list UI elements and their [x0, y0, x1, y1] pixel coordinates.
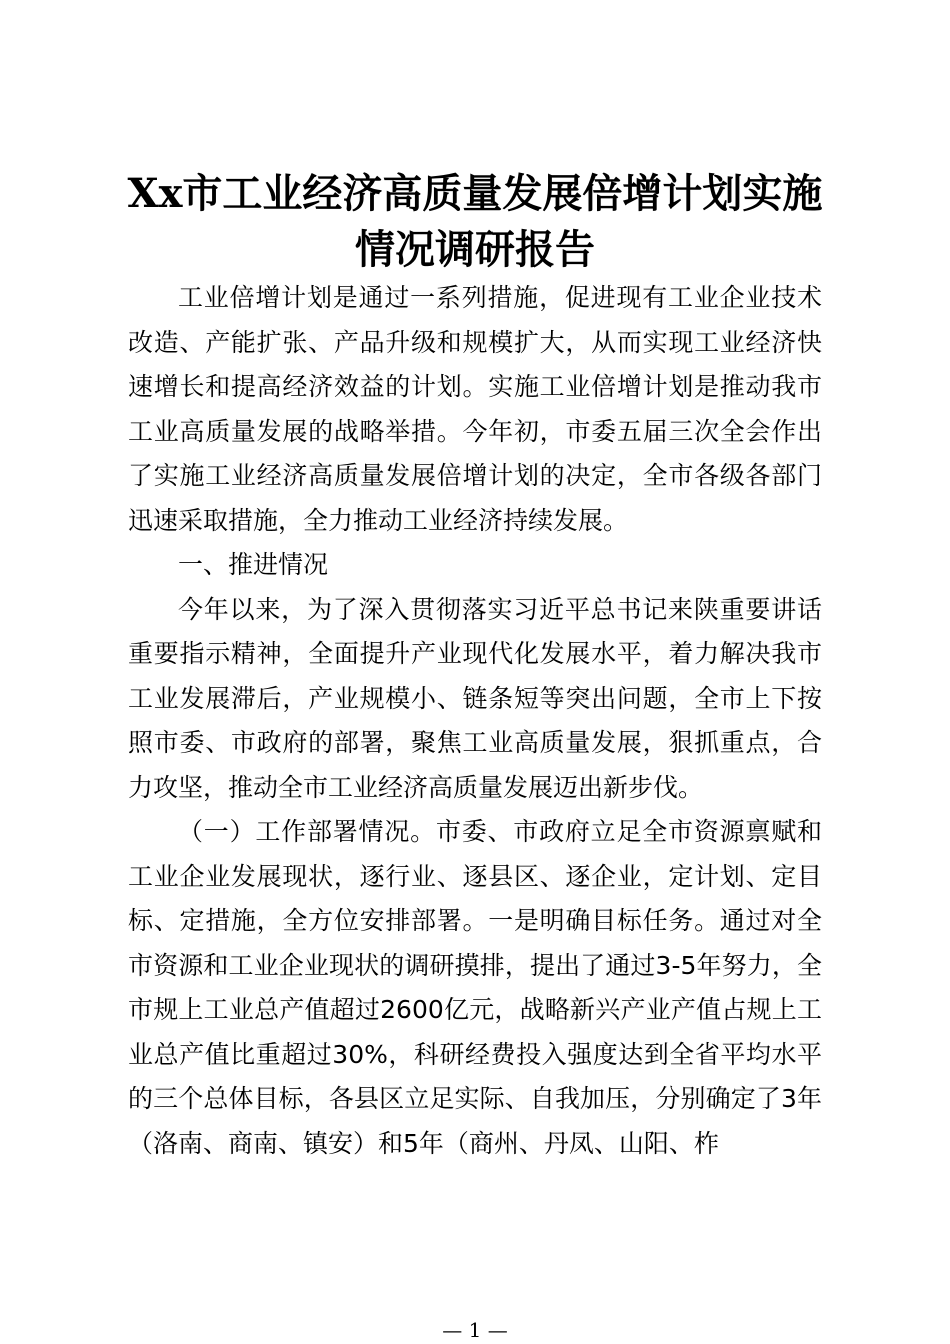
progress-paragraph: 今年以来，为了深入贯彻落实习近平总书记来陕重要讲话重要指示精神，全面提升产业现代化发展水平，着力解决我市工业发展滞后，产业规模小、链条短等突出问题，全市上下按照市委、市政府的部署，聚焦工业高质量发展，狠抓重点，合力攻坚，推动全市工业经济高质量发展迈出新步伐。: [128, 594, 822, 802]
intro-paragraph: 工业倍增计划是通过一系列措施，促进现有工业企业技术改造、产能扩张、产品升级和规模扩大，从而实现工业经济快速增长和提高经济效益的计划。实施工业倍增计划是推动我市工业高质量发展的战略举措。今年初，市委五届三次全会作出了实施工业经济高质量发展倍增计划的决定，全市各级各部门迅速采取措施，全力推动工业经济持续发展。: [128, 283, 822, 535]
section-heading-progress: 一、推进情况: [178, 550, 329, 579]
document-body: [128, 276, 822, 1166]
document-title: Xx市工业经济高质量发展倍增计划实施情况调研报告: [127, 170, 823, 273]
page-number: — 1 —: [442, 1318, 508, 1342]
work-deployment-paragraph: （一）工作部署情况。市委、市政府立足全市资源禀赋和工业企业发展现状，逐行业、逐县区、逐企业，定计划、定目标、定措施，全方位安排部署。一是明确目标任务。通过对全市资源和工业企业现状的调研摸排，提出了通过3-5年努力，全市规上工业总产值超过2600亿元，战略新兴产业产值占规上工业总产值比重超过30%，科研经费投入强度达到全省平均水平的三个总体目标，各县区立足实际、自我加压，分别确定了3年（洛南、商南、镇安）和5年（商州、丹凤、山阳、柞: [128, 817, 822, 1158]
